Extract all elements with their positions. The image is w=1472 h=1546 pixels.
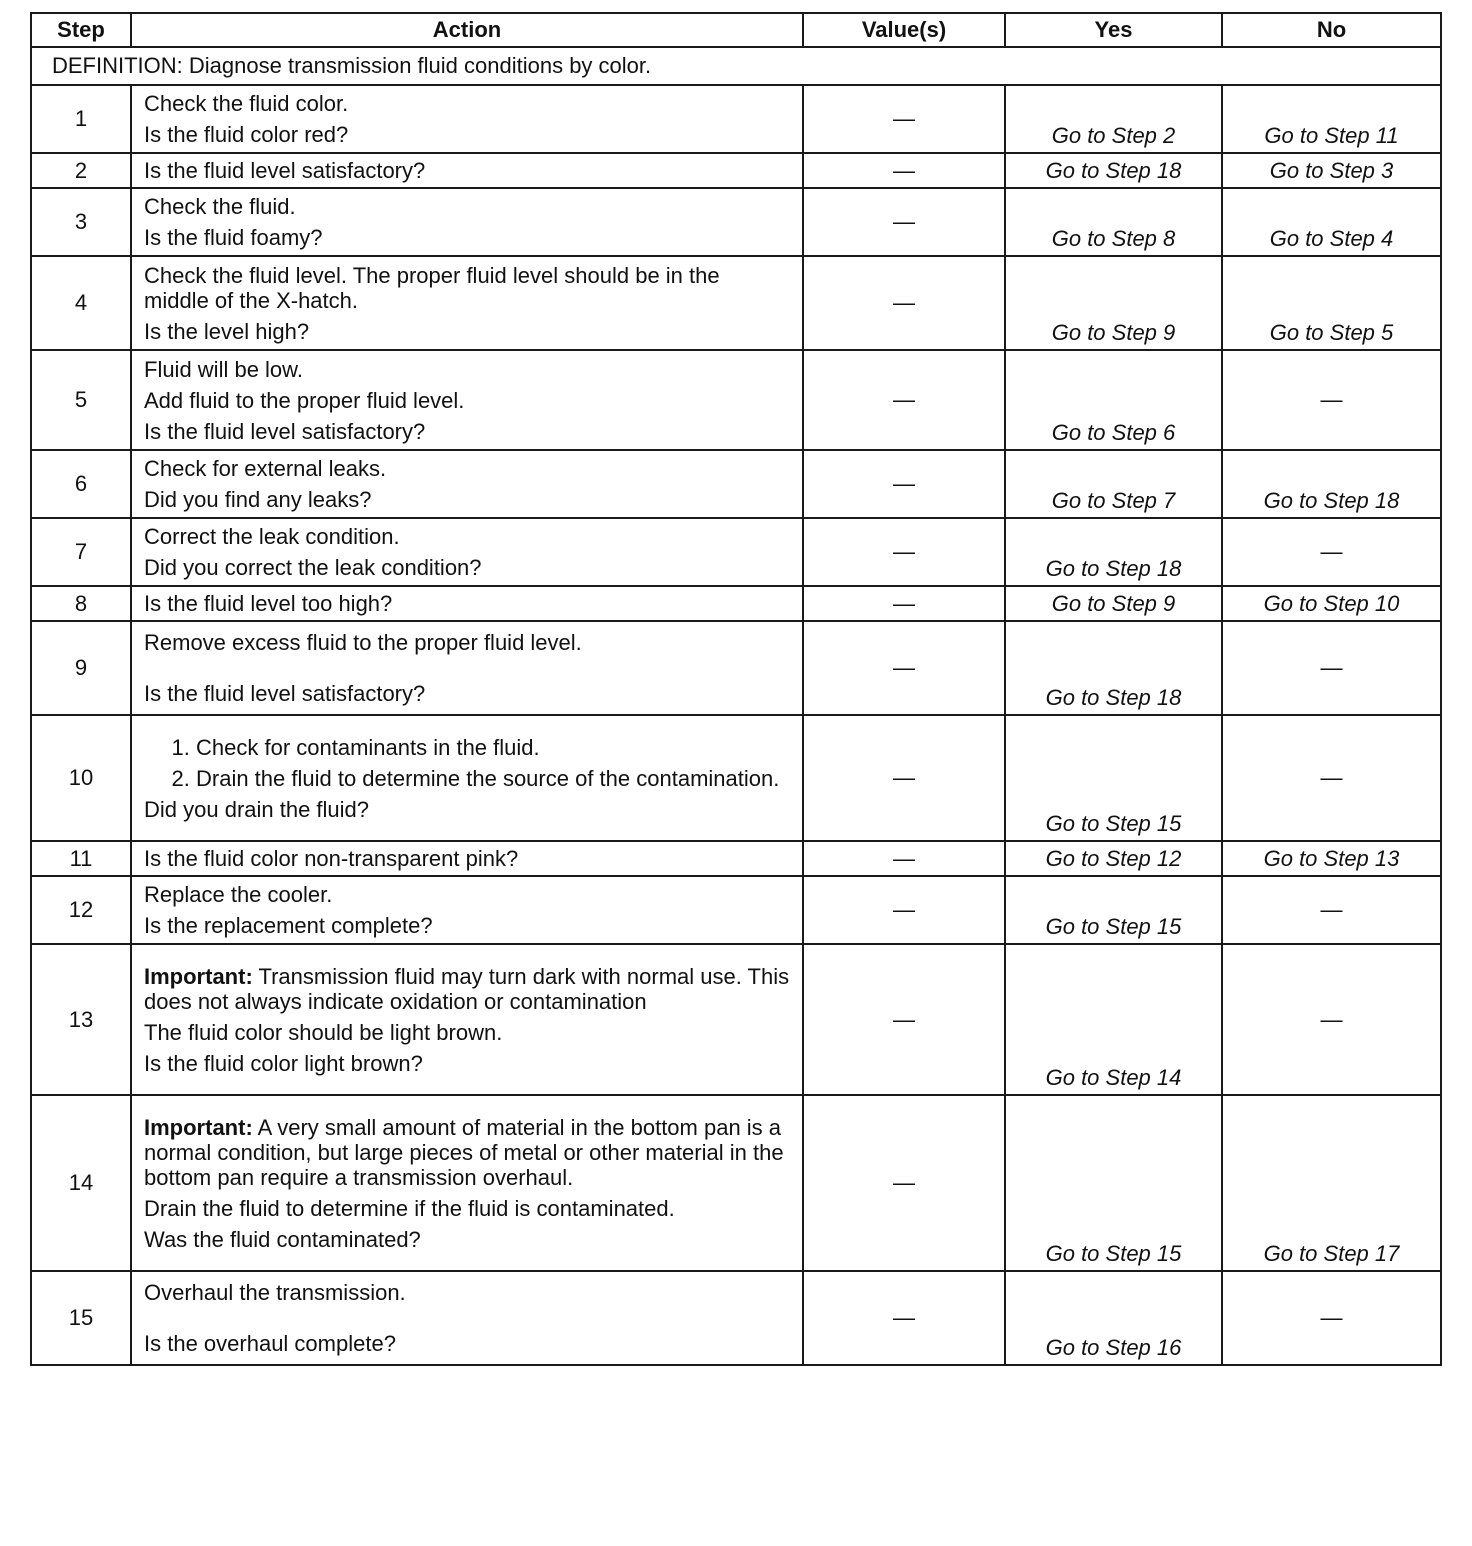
action-text: Check the fluid color.: [144, 91, 349, 116]
table-row: [31, 85, 1441, 153]
step-number: 5: [31, 350, 131, 450]
action-text: Check the fluid.: [144, 194, 296, 219]
action-cell: [131, 518, 803, 586]
action-cell: [131, 85, 803, 153]
step-number: 14: [31, 1095, 131, 1271]
action-cell: [131, 621, 803, 715]
header-no: No: [1222, 13, 1441, 47]
action-text: Overhaul the transmission.: [144, 1280, 406, 1305]
table-row: [31, 153, 1441, 188]
question-text: Is the fluid level too high?: [144, 591, 393, 616]
action-text: Add fluid to the proper fluid level.: [144, 387, 465, 413]
important-label: Important:: [144, 1114, 253, 1140]
table-row: [31, 621, 1441, 715]
question-text: Is the replacement complete?: [144, 913, 433, 938]
yes-cell: Go to Step 18: [1005, 518, 1222, 586]
yes-cell: Go to Step 9: [1005, 256, 1222, 350]
value-cell: —: [803, 715, 1005, 841]
action-cell: [131, 188, 803, 256]
yes-cell: Go to Step 15: [1005, 876, 1222, 944]
action-cell: [131, 153, 803, 188]
table-row: [31, 1095, 1441, 1271]
no-cell: Go to Step 10: [1222, 586, 1441, 621]
question-text: Is the level high?: [144, 318, 310, 344]
list-item: 1. Check for contaminants in the fluid.: [196, 735, 790, 760]
table-row: [31, 350, 1441, 450]
question-text: Is the fluid level satisfactory?: [144, 158, 426, 183]
step-number: 3: [31, 188, 131, 256]
definition-text: DEFINITION: Diagnose transmission fluid conditions by color.: [31, 47, 1441, 85]
no-cell: —: [1222, 350, 1441, 450]
action-text: Drain the fluid to determine if the fluid is contaminated.: [144, 1195, 675, 1221]
step-number: 6: [31, 450, 131, 518]
value-cell: —: [803, 586, 1005, 621]
step-number: 10: [31, 715, 131, 841]
yes-cell: Go to Step 15: [1005, 1095, 1222, 1271]
no-cell: Go to Step 11: [1222, 85, 1441, 153]
action-text: Check for external leaks.: [144, 456, 387, 481]
value-cell: —: [803, 841, 1005, 876]
diagnostic-table: [30, 12, 1442, 1366]
no-cell: Go to Step 5: [1222, 256, 1441, 350]
step-number: 9: [31, 621, 131, 715]
action-cell: [131, 1271, 803, 1365]
question-text: Is the fluid foamy?: [144, 225, 323, 250]
step-number: 4: [31, 256, 131, 350]
header-step: Step: [31, 13, 131, 47]
action-text: Replace the cooler.: [144, 882, 333, 907]
step-number: 8: [31, 586, 131, 621]
yes-cell: Go to Step 9: [1005, 586, 1222, 621]
action-cell: [131, 350, 803, 450]
value-cell: —: [803, 85, 1005, 153]
table-row: [31, 1271, 1441, 1365]
action-cell: [131, 841, 803, 876]
definition-row: [31, 47, 1441, 85]
no-cell: Go to Step 18: [1222, 450, 1441, 518]
important-note: [144, 964, 790, 1014]
value-cell: —: [803, 153, 1005, 188]
table-row: [31, 715, 1441, 841]
action-text: The fluid color should be light brown.: [144, 1019, 503, 1045]
table-row: [31, 518, 1441, 586]
action-cell: [131, 876, 803, 944]
table-row: [31, 841, 1441, 876]
action-cell: [131, 586, 803, 621]
header-values: Value(s): [803, 13, 1005, 47]
table-row: [31, 188, 1441, 256]
step-number: 12: [31, 876, 131, 944]
yes-cell: Go to Step 2: [1005, 85, 1222, 153]
step-number: 7: [31, 518, 131, 586]
step-number: 1: [31, 85, 131, 153]
header-action: Action: [131, 13, 803, 47]
table-row: [31, 944, 1441, 1095]
question-text: Was the fluid contaminated?: [144, 1226, 421, 1252]
value-cell: —: [803, 256, 1005, 350]
value-cell: —: [803, 876, 1005, 944]
question-text: Is the fluid color light brown?: [144, 1050, 423, 1076]
header-row: [31, 13, 1441, 47]
list-item: 2. Drain the fluid to determine the source of the contamination.: [196, 766, 790, 791]
step-number: 11: [31, 841, 131, 876]
no-cell: Go to Step 17: [1222, 1095, 1441, 1271]
yes-cell: Go to Step 18: [1005, 153, 1222, 188]
yes-cell: Go to Step 7: [1005, 450, 1222, 518]
value-cell: —: [803, 450, 1005, 518]
question-text: Did you find any leaks?: [144, 487, 372, 512]
yes-cell: Go to Step 6: [1005, 350, 1222, 450]
important-note: [144, 1115, 790, 1190]
question-text: Did you drain the fluid?: [144, 796, 370, 822]
value-cell: —: [803, 621, 1005, 715]
no-cell: Go to Step 3: [1222, 153, 1441, 188]
step-number: 2: [31, 153, 131, 188]
no-cell: —: [1222, 944, 1441, 1095]
action-cell: [131, 256, 803, 350]
header-yes: Yes: [1005, 13, 1222, 47]
no-cell: Go to Step 13: [1222, 841, 1441, 876]
no-cell: —: [1222, 621, 1441, 715]
yes-cell: Go to Step 14: [1005, 944, 1222, 1095]
value-cell: —: [803, 944, 1005, 1095]
table-row: [31, 586, 1441, 621]
no-cell: —: [1222, 715, 1441, 841]
table-row: [31, 450, 1441, 518]
question-text: Is the fluid level satisfactory?: [144, 418, 426, 444]
question-text: Did you correct the leak condition?: [144, 555, 482, 580]
no-cell: —: [1222, 876, 1441, 944]
yes-cell: Go to Step 15: [1005, 715, 1222, 841]
action-text: Remove excess fluid to the proper fluid level.: [144, 630, 582, 655]
yes-cell: Go to Step 16: [1005, 1271, 1222, 1365]
action-text: Correct the leak condition.: [144, 524, 400, 549]
question-text: Is the fluid color red?: [144, 122, 349, 147]
action-cell: [131, 944, 803, 1095]
step-number: 15: [31, 1271, 131, 1365]
yes-cell: Go to Step 8: [1005, 188, 1222, 256]
value-cell: —: [803, 1271, 1005, 1365]
no-cell: —: [1222, 518, 1441, 586]
no-cell: Go to Step 4: [1222, 188, 1441, 256]
question-text: Is the overhaul complete?: [144, 1331, 396, 1356]
value-cell: —: [803, 188, 1005, 256]
table-row: [31, 876, 1441, 944]
important-text: A very small amount of material in the bottom pan is a normal condition, but large pieces of metal or other material in the bottom pan require a transmission overhaul.: [144, 1114, 784, 1190]
value-cell: —: [803, 1095, 1005, 1271]
question-text: Is the fluid level satisfactory?: [144, 681, 426, 706]
action-cell: [131, 450, 803, 518]
no-cell: —: [1222, 1271, 1441, 1365]
yes-cell: Go to Step 12: [1005, 841, 1222, 876]
question-text: Is the fluid color non-transparent pink?: [144, 846, 519, 871]
action-text: Check the fluid level. The proper fluid level should be in the middle of the X-hatch.: [144, 262, 720, 313]
important-label: Important:: [144, 963, 253, 989]
action-cell: [131, 715, 803, 841]
value-cell: —: [803, 518, 1005, 586]
value-cell: —: [803, 350, 1005, 450]
action-text: Fluid will be low.: [144, 356, 303, 382]
action-cell: [131, 1095, 803, 1271]
yes-cell: Go to Step 18: [1005, 621, 1222, 715]
table-row: [31, 256, 1441, 350]
action-list: [144, 735, 790, 791]
important-text: Transmission fluid may turn dark with normal use. This does not always indicate oxidation or contamination: [144, 963, 790, 1014]
step-number: 13: [31, 944, 131, 1095]
